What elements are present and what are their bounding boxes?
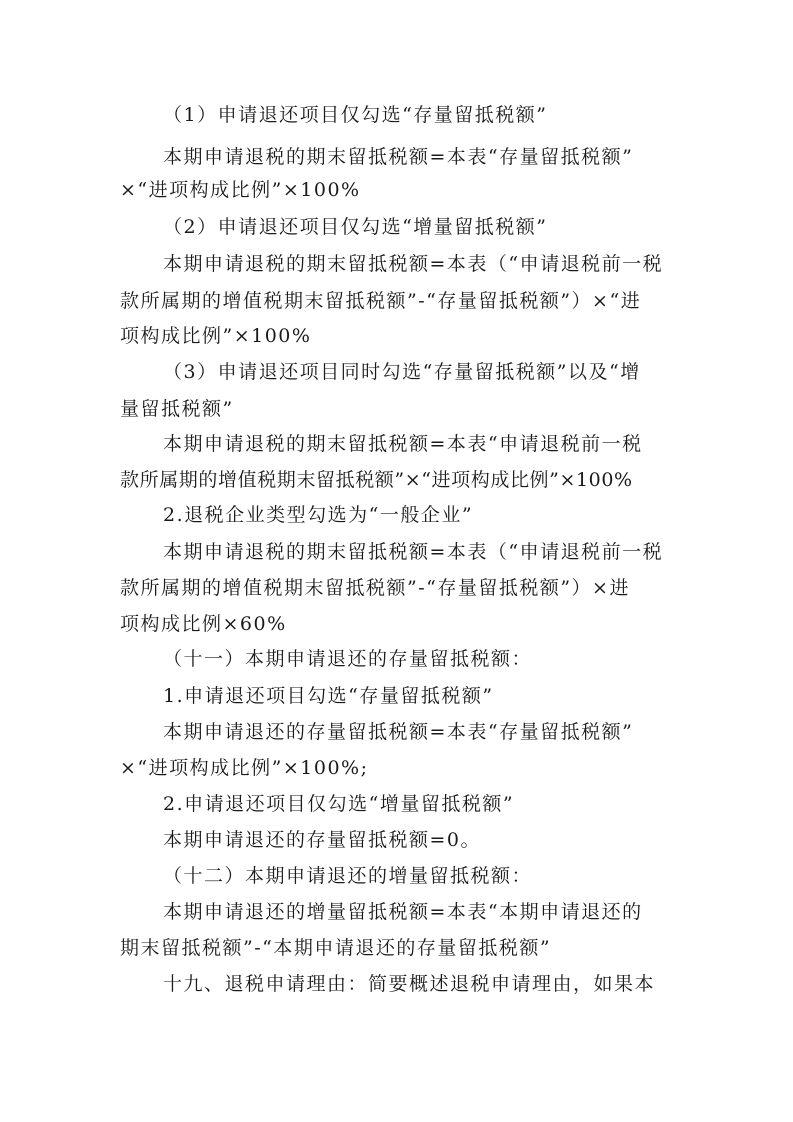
paragraph-line: （十一）本期申请退还的存量留抵税额：: [163, 648, 533, 670]
paragraph-line: 本期申请退还的存量留抵税额=0。: [163, 829, 482, 851]
paragraph-line: ×“进项构成比例”×100%;: [120, 757, 369, 779]
paragraph-line: 本期申请退税的期末留抵税额=本表（“申请退税前一税: [163, 253, 664, 275]
paragraph-line: 项构成比例”×100%: [120, 325, 312, 347]
paragraph-line: 本期申请退还的增量留抵税额=本表“本期申请退还的: [163, 901, 643, 923]
paragraph-line: （3）申请退还项目同时勾选“存量留抵税额”以及“增: [163, 361, 641, 383]
paragraph-line: 期末留抵税额”-“本期申请退还的存量留抵税额”: [120, 937, 552, 959]
paragraph-line: 本期申请退税的期末留抵税额=本表（“申请退税前一税: [163, 541, 664, 563]
paragraph-line: ×“进项构成比例”×100%: [120, 179, 361, 201]
paragraph-line: 款所属期的增值税期末留抵税额”-“存量留抵税额”）×“进: [120, 290, 642, 312]
paragraph-line: 量留抵税额”: [120, 398, 234, 420]
paragraph-line: 款所属期的增值税期末留抵税额”-“存量留抵税额”）×进: [120, 577, 630, 599]
paragraph-line: 1.申请退还项目勾选“存量留抵税额”: [163, 685, 494, 707]
paragraph-line: （2）申请退还项目仅勾选“增量留抵税额”: [163, 216, 548, 238]
paragraph-line: 2.申请退还项目仅勾选“增量留抵税额”: [163, 793, 515, 815]
paragraph-line: 项构成比例×60%: [120, 613, 287, 635]
paragraph-line: 本期申请退税的期末留抵税额=本表“申请退税前一税: [163, 433, 643, 455]
paragraph-line: 本期申请退税的期末留抵税额=本表“存量留抵税额”: [163, 146, 634, 168]
paragraph-line: 十九、退税申请理由：简要概述退税申请理由，如果本: [163, 973, 656, 995]
paragraph-line: 本期申请退还的存量留抵税额=本表“存量留抵税额”: [163, 721, 634, 743]
paragraph-line: 2.退税企业类型勾选为“一般企业”: [163, 504, 474, 526]
paragraph-line: 款所属期的增值税期末留抵税额”×“进项构成比例”×100%: [120, 469, 633, 491]
paragraph-line: （1）申请退还项目仅勾选“存量留抵税额”: [163, 104, 548, 126]
paragraph-line: （十二）本期申请退还的增量留抵税额：: [163, 865, 533, 887]
